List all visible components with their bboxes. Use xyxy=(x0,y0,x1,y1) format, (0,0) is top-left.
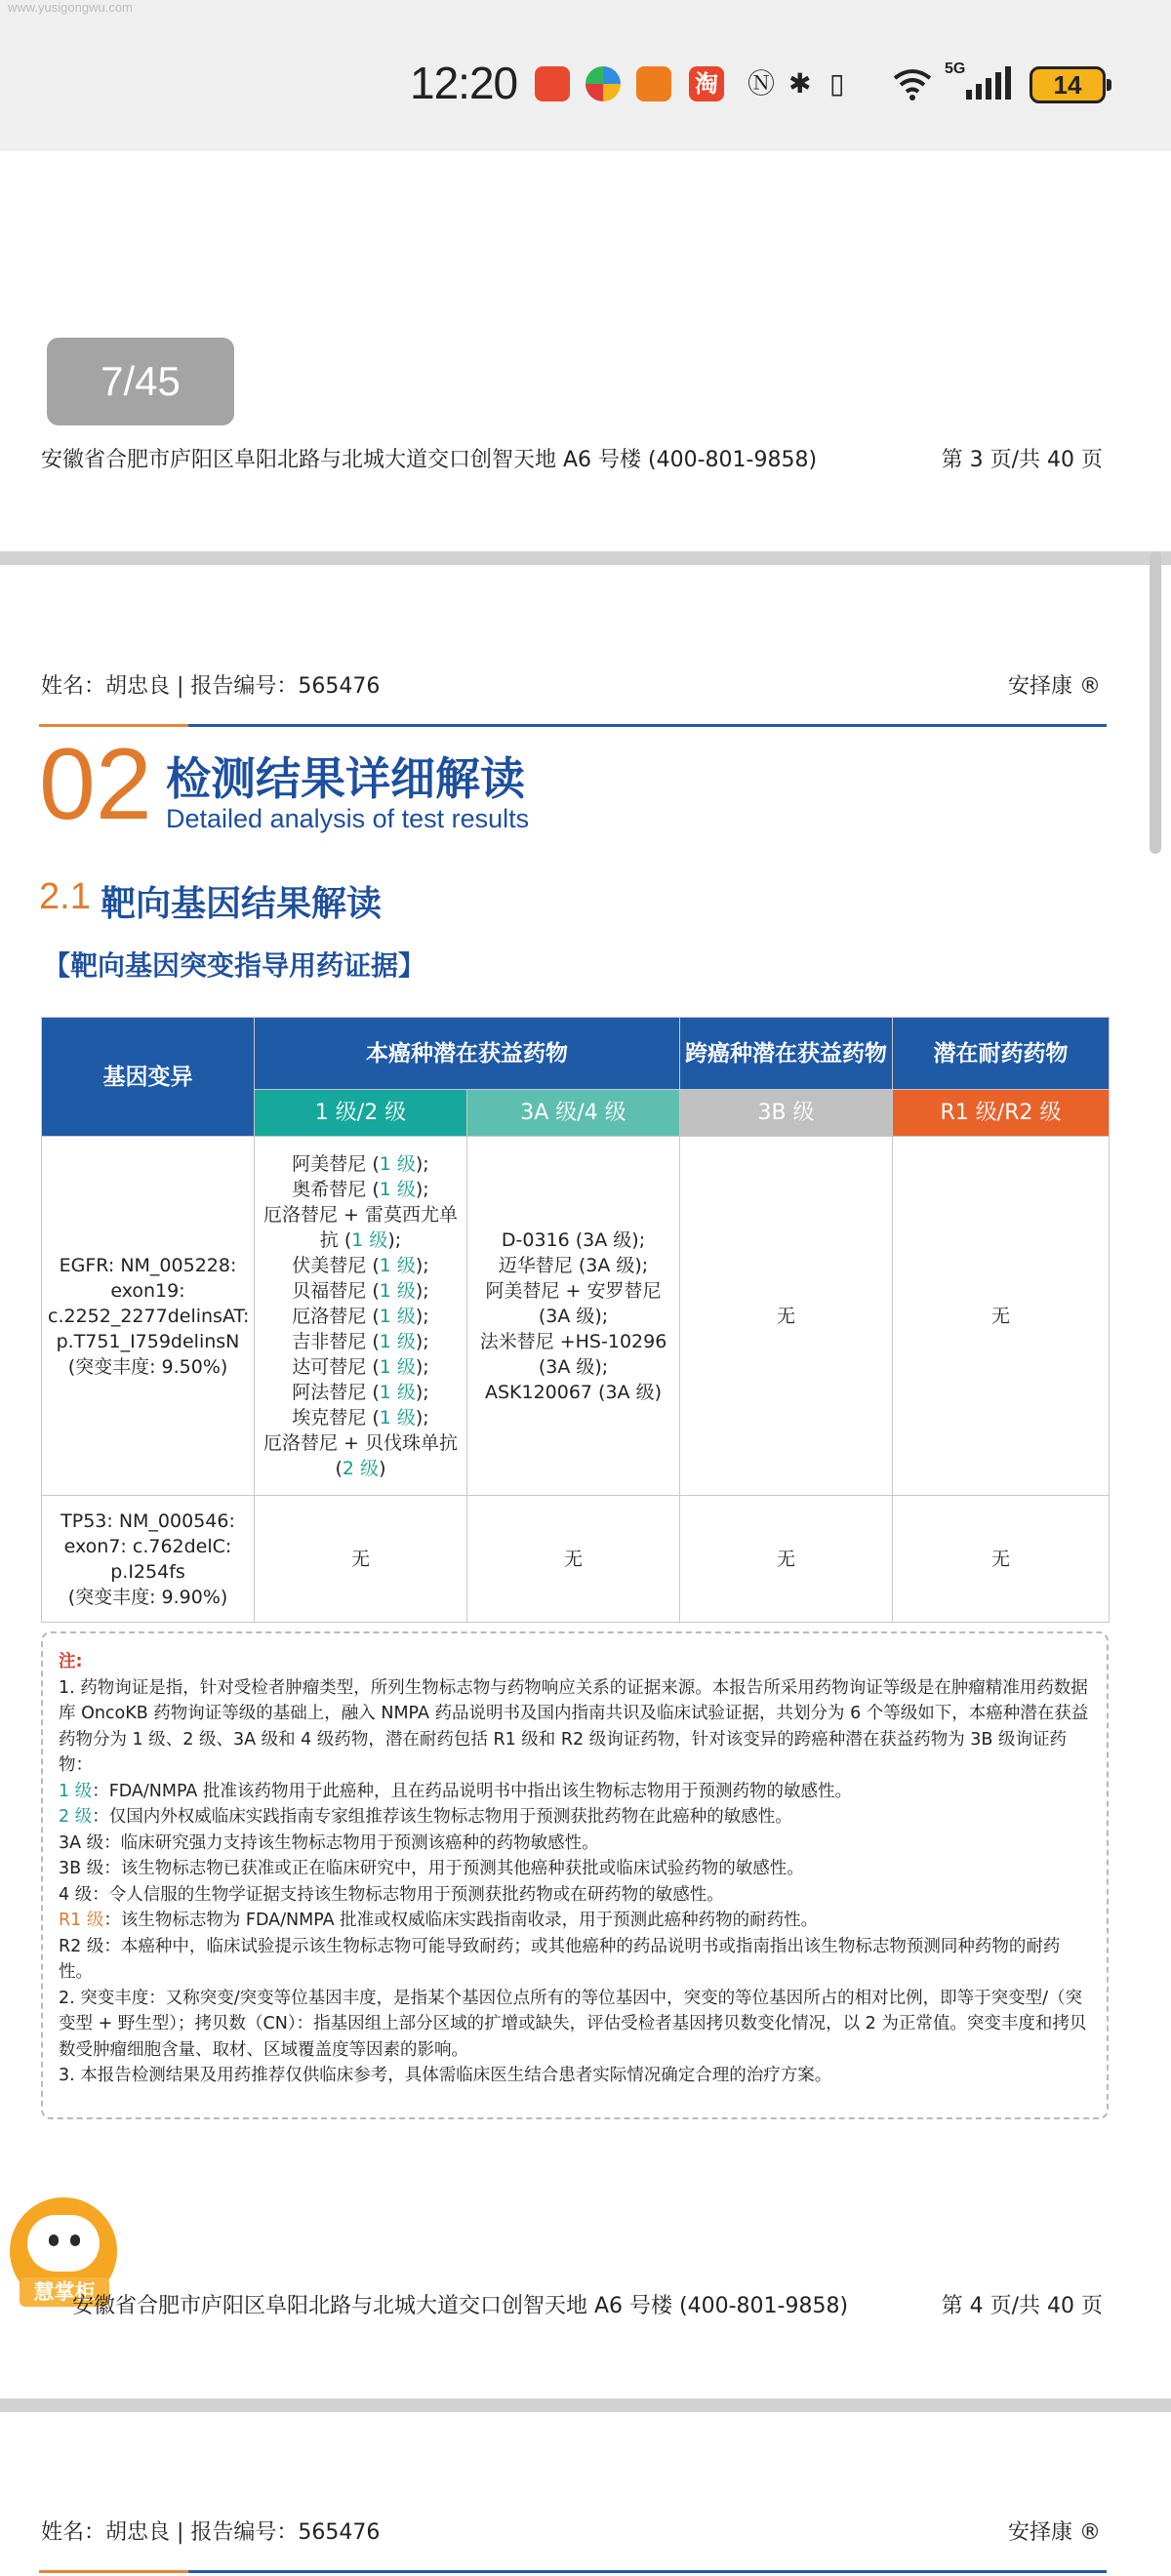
header-resistance: 潜在耐药药物 xyxy=(893,1018,1110,1090)
gene-cell xyxy=(42,1137,255,1496)
drug-entry: 厄洛替尼 + 贝伐珠单抗 (2 级) xyxy=(263,1431,458,1479)
subsection-title: 靶向基因结果解读 xyxy=(101,884,383,924)
notes-level2: 2 级：仅国内外权威临床实践指南专家组推荐该生物标志物用于预测获批药物在此癌种的敏感性。 xyxy=(59,1807,792,1827)
header-divider xyxy=(39,2570,1107,2573)
drug-entry: 阿美替尼 + 安罗替尼 (3A 级); xyxy=(485,1279,662,1327)
app-colorful-icon xyxy=(586,66,621,101)
gene-line: c.2252_2277delinsAT: xyxy=(48,1305,250,1327)
drug-entry: 厄洛替尼 + 雷莫西尤单抗 (1 级); xyxy=(263,1203,458,1251)
drug-entry: 厄洛替尼 (1 级); xyxy=(292,1305,429,1327)
app-orange-icon xyxy=(636,66,671,101)
table-row xyxy=(42,1137,1110,1496)
level34-cell xyxy=(467,1137,680,1496)
drug-entry: D-0316 (3A 级); xyxy=(501,1228,646,1251)
drug-entry: 伏美替尼 (1 级); xyxy=(292,1254,429,1276)
notes-p3: 3. 本报告检测结果及用药推荐仅供临床参考，具体需临床医生结合患者实际情况确定合理的治疗方案。 xyxy=(59,2066,832,2085)
notes-level1: 1 级：FDA/NMPA 批准该药物用于此癌种，且在药品说明书中指出该生物标志物用于预测药物的敏感性。 xyxy=(59,1781,852,1801)
wifi-icon xyxy=(893,66,932,101)
drug-entry: 贝福替尼 (1 级); xyxy=(292,1279,429,1302)
robot-eye-icon xyxy=(49,2234,59,2246)
level3b-cell: 无 xyxy=(680,1137,893,1496)
drug-entry: 奥希替尼 (1 级); xyxy=(292,1178,429,1200)
subsubsection-title: 【靶向基因突变指导用药证据】 xyxy=(43,949,426,982)
gene-line: exon19: xyxy=(110,1279,185,1302)
level12-cell xyxy=(255,1137,467,1496)
header-level12: 1 级/2 级 xyxy=(255,1090,467,1137)
battery-icon: 14 xyxy=(1030,66,1106,103)
page-indicator: 7/45 xyxy=(47,338,234,425)
section-title-cn: 检测结果详细解读 xyxy=(166,752,525,805)
levelr-cell: 无 xyxy=(893,1496,1110,1623)
header-this-cancer: 本癌种潜在获益药物 xyxy=(255,1018,680,1090)
header-level34: 3A 级/4 级 xyxy=(467,1090,680,1137)
robot-eye-icon xyxy=(70,2234,80,2246)
nfc-icon: Ⓝ xyxy=(747,67,776,100)
page-separator xyxy=(0,2398,1171,2412)
notes-levelr2: R2 级：本癌种中，临床试验提示该生物标志物可能导致耐药；或其他癌种的药品说明书或指南指出该生物标志物预测同种药物的耐药性。 xyxy=(59,1936,1061,1982)
gene-line: (突变丰度: 9.50%) xyxy=(67,1355,228,1378)
drug-entry: ASK120067 (3A 级) xyxy=(484,1381,663,1403)
level12-cell: 无 xyxy=(255,1496,467,1623)
gene-line: exon7: c.762delC: xyxy=(63,1535,232,1557)
status-bar xyxy=(0,0,1171,151)
gene-line: p.T751_I759delinsN xyxy=(56,1330,240,1352)
page4-header-name: 姓名：胡忠良 | 报告编号：565476 xyxy=(41,674,381,699)
header-gene: 基因变异 xyxy=(42,1018,255,1137)
drug-entry: 阿法替尼 (1 级); xyxy=(292,1381,429,1403)
levelr-cell: 无 xyxy=(893,1137,1110,1496)
page-separator xyxy=(0,551,1171,565)
signal-icon xyxy=(964,66,1013,101)
notes-level3b: 3B 级：该生物标志物已获准或正在临床研究中，用于预测其他癌种获批或临床试验药物的敏感性。 xyxy=(59,1859,804,1878)
gene-line: (突变丰度: 9.90%) xyxy=(67,1586,228,1608)
clock: 12:20 xyxy=(410,58,518,108)
gene-cell xyxy=(42,1496,255,1623)
notes-p1: 1. 药物询证是指，针对受检者肿瘤类型，所列生物标志物与药物响应关系的证据来源。本报告所采用药物询证等级是在肿瘤精准用药数据库 OncoKB 药物询证等级的基础上，融入 NMPA 药品说明书及国内指南共识及临床试验证据，共划分为 6 个等级如下，本癌种潜在获益药物分为 1 级、2 级、3A 级和 4 级药物，潜在耐药包括 R1 级和 R2 级询证药物，针对该变异的跨癌种潜在获益药物为 3B 级询证药物： xyxy=(59,1677,1089,1775)
table-row xyxy=(42,1496,1110,1623)
page4-footer-address: 安徽省合肥市庐阳区阜阳北路与北城大道交口创智天地 A6 号楼 (400-801-9858) xyxy=(72,2294,849,2318)
evidence-table xyxy=(41,1017,1110,1623)
section-number: 02 xyxy=(39,728,152,841)
drug-entry: 埃克替尼 (1 级); xyxy=(292,1406,429,1429)
drug-entry: 迈华替尼 (3A 级); xyxy=(498,1254,649,1276)
header-cross-cancer: 跨癌种潜在获益药物 xyxy=(680,1018,893,1090)
page3-footer-page: 第 3 页/共 40 页 xyxy=(941,448,1103,472)
page4-footer-page: 第 4 页/共 40 页 xyxy=(941,2294,1103,2318)
gene-line: TP53: NM_000546: xyxy=(61,1509,235,1532)
page4-header-brand: 安择康 ® xyxy=(1008,674,1101,699)
header-divider xyxy=(39,724,1107,727)
notes-p2: 2. 突变丰度：又称突变/突变等位基因丰度，是指某个基因位点所有的等位基因中，突变的等位基因所占的相对比例，即等于突变型/（突变型 + 野生型）；拷贝数（CN）：指基因组上部分区域的扩增或缺失，评估受检者基因拷贝数变化情况，以 2 为正常值。突变丰度和拷贝数受肿瘤细胞含量、取材、区域覆盖度等因素的影响。 xyxy=(59,1988,1087,2060)
notes-box xyxy=(41,1631,1109,2119)
gene-line: p.I254fs xyxy=(110,1560,185,1583)
section-title-en: Detailed analysis of test results xyxy=(166,804,530,833)
taobao-icon: 淘 xyxy=(689,66,724,101)
network-type: 5G xyxy=(945,60,966,77)
page5-header-brand: 安择康 ® xyxy=(1008,2520,1101,2545)
gene-line: EGFR: NM_005228: xyxy=(59,1254,237,1276)
app-notice-icon xyxy=(535,66,570,101)
drug-entry: 达可替尼 (1 级); xyxy=(292,1355,429,1378)
level34-cell: 无 xyxy=(467,1496,680,1623)
notes-label: 注: xyxy=(59,1652,83,1671)
header-level3b: 3B 级 xyxy=(680,1090,893,1137)
notes-level3a: 3A 级：临床研究强力支持该生物标志物用于预测该癌种的药物敏感性。 xyxy=(59,1832,599,1853)
level3b-cell: 无 xyxy=(680,1496,893,1623)
scrollbar[interactable] xyxy=(1150,551,1161,854)
drug-entry: 阿美替尼 (1 级); xyxy=(292,1152,429,1175)
notes-levelr1: R1 级：该生物标志物为 FDA/NMPA 批准或权威临床实践指南收录，用于预测此癌种药物的耐药性。 xyxy=(59,1911,819,1930)
drug-entry: 法米替尼 +HS-10296 (3A 级); xyxy=(479,1330,667,1378)
header-levelr: R1 级/R2 级 xyxy=(893,1090,1110,1137)
page5-header-name: 姓名：胡忠良 | 报告编号：565476 xyxy=(41,2520,381,2545)
drug-entry: 吉非替尼 (1 级); xyxy=(292,1330,429,1352)
page3-footer-address: 安徽省合肥市庐阳区阜阳北路与北城大道交口创智天地 A6 号楼 (400-801-9858) xyxy=(41,448,818,472)
vibrate-icon: ▯ xyxy=(829,67,845,100)
bluetooth-icon: ✱ xyxy=(788,67,812,100)
robot-icon xyxy=(27,2215,100,2272)
notes-level4: 4 级：令人信服的生物学证据支持该生物标志物用于预测获批药物或在研药物的敏感性。 xyxy=(59,1884,724,1905)
watermark: www.yusigongwu.com xyxy=(8,0,133,15)
assistant-label: 慧掌柜 xyxy=(20,2277,109,2307)
subsection-number: 2.1 xyxy=(39,876,91,917)
